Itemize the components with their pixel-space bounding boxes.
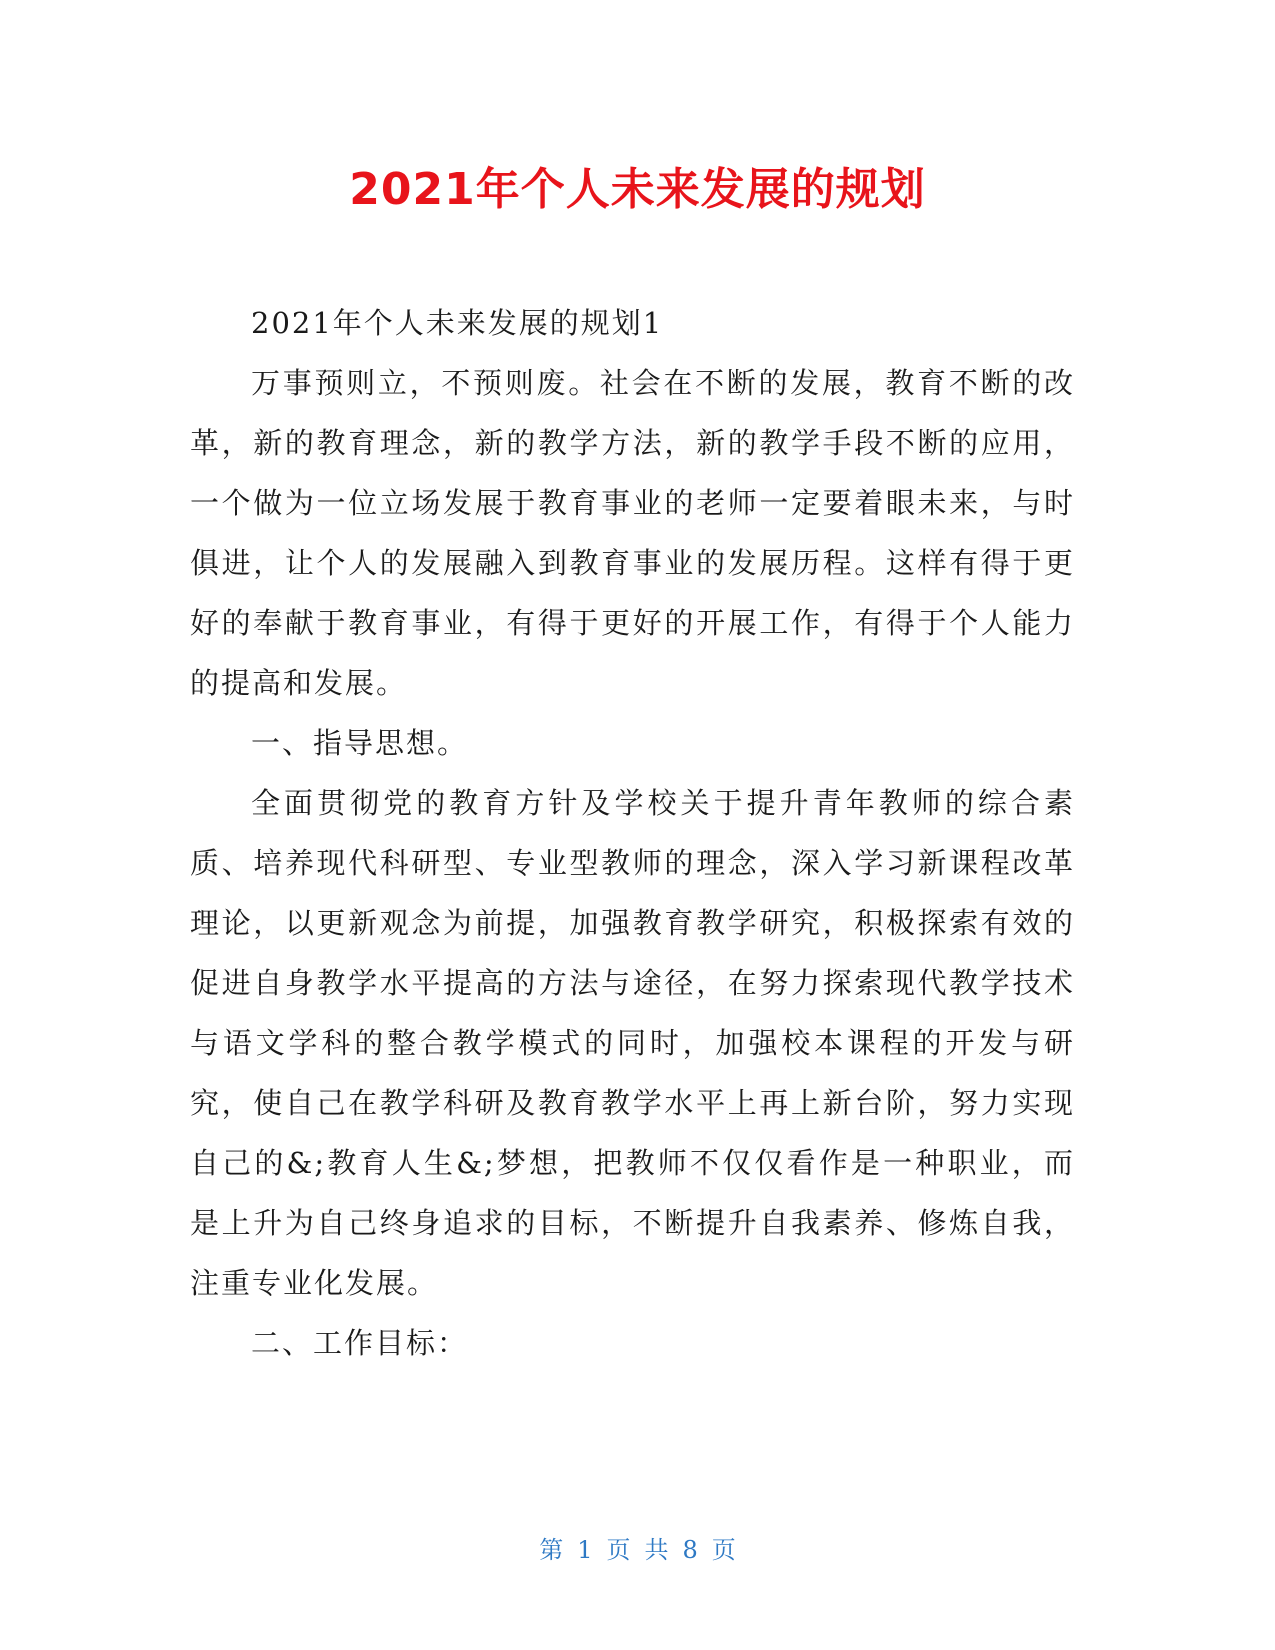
- section-heading-guiding-ideology: 一、指导思想。: [251, 726, 469, 760]
- footer-total-prefix: 共: [644, 1536, 669, 1564]
- footer-suffix: 页: [711, 1536, 736, 1564]
- footer-page-word: 页: [606, 1536, 631, 1564]
- paragraph-guiding-ideology: 全面贯彻党的教育方针及学校关于提升青年教师的综合素质、培养现代科研型、专业型教师的理念，深入学习新课程改革理论，以更新观念为前提，加强教育教学研究，积极探索有效的促进自身教学水平提高的方法与途径，在努力探索现代教学技术与语文学科的整合教学模式的同时，加强校本课程的开发与研究，使自己在教学科研及教育教学水平上再上新台阶，努力实现自己的&;教育人生&;梦想，把教师不仅仅看作是一种职业，而是上升为自己终身追求的目标，不断提升自我素养、修炼自我，注重专业化发展。: [190, 786, 1075, 1300]
- section-heading-work-goals: 二、工作目标：: [251, 1326, 469, 1360]
- paragraph-intro: 万事预则立，不预则废。社会在不断的发展，教育不断的改革，新的教育理念，新的教学方法，新的教学手段不断的应用，一个做为一位立场发展于教育事业的老师一定要着眼未来，与时俱进，让个人的发展融入到教育事业的发展历程。这样有得于更好的奉献于教育事业，有得于更好的开展工作，有得于个人能力的提高和发展。: [190, 366, 1075, 700]
- footer-prefix: 第: [539, 1536, 564, 1564]
- document-title: 2021年个人未来发展的规划: [349, 164, 926, 215]
- document-body: [190, 293, 1075, 1373]
- footer-total-pages: 8: [682, 1536, 698, 1564]
- footer-current-page: 1: [577, 1536, 593, 1564]
- page-footer: [0, 1533, 1275, 1567]
- paragraph-subtitle: 2021年个人未来发展的规划1: [251, 306, 664, 340]
